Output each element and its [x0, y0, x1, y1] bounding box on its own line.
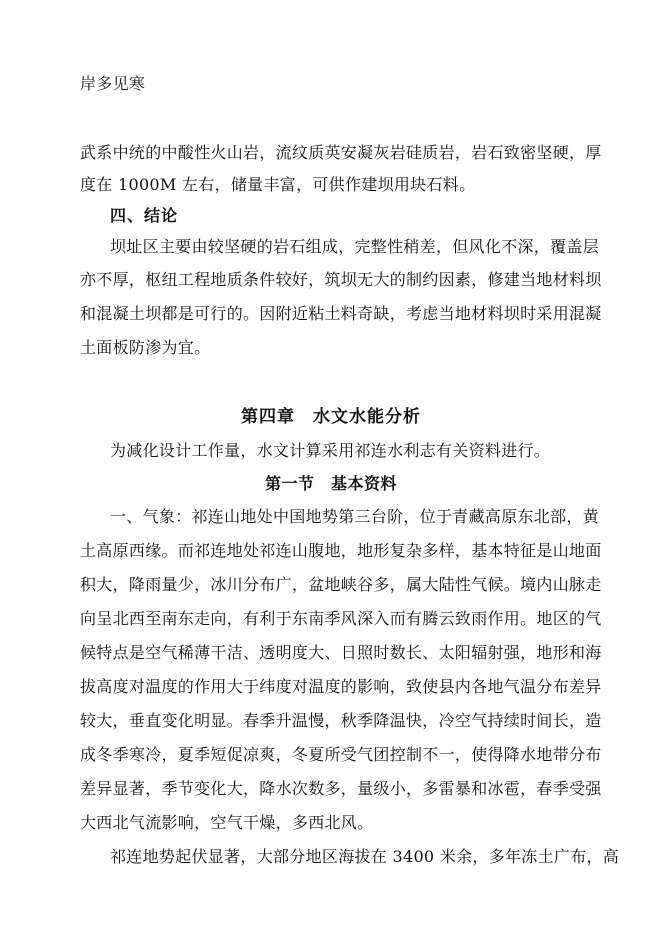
weather-paragraph-line-10: 大西北气流影响，空气干燥，多西北风。 — [80, 813, 374, 832]
weather-paragraph-line-2: 土高原西缘。而祁连地处祁连山腹地，地形复杂多样，基本特征是山地面 — [80, 541, 602, 560]
chapter-heading: 第四章 水文水能分析 — [241, 407, 421, 427]
weather-paragraph-line-9: 差异显著，季节变化大，降水次数多，量级小，多雷暴和冰雹，春季受强 — [80, 779, 602, 798]
weather-paragraph-line-6: 拔高度对温度的作用大于纬度对温度的影响，致使县内各地气温分布差异 — [80, 677, 602, 696]
weather-paragraph-line-5: 候特点是空气稀薄干洁、透明度大、日照时数长、太阳辐射强，地形和海 — [80, 643, 602, 662]
conclusion-paragraph-line-1: 坝址区主要由较坚硬的岩石组成，完整性稍差，但风化不深，覆盖层 — [110, 237, 600, 256]
rock-paragraph-line-2: 度在 1000M 左右，储量丰富，可供作建坝用块石料。 — [80, 175, 476, 194]
rock-paragraph-line-1: 武系中统的中酸性火山岩，流纹质英安凝灰岩硅质岩，岩石致密坚硬，厚 — [80, 143, 602, 162]
weather-paragraph-line-7: 较大，垂直变化明显。春季升温慢，秋季降温快，冷空气持续时间长，造 — [80, 711, 602, 730]
conclusion-paragraph-line-4: 土面板防渗为宜。 — [80, 338, 211, 357]
terrain-paragraph-line-1: 祁连地势起伏显著，大部分地区海拔在 3400 米余，多年冻土广布，高 — [110, 847, 620, 866]
weather-paragraph-line-1: 一、气象：祁连山地处中国地势第三台阶，位于青藏高原东北部，黄 — [110, 507, 600, 526]
top-fragment-line: 岸多见寒 — [80, 74, 146, 93]
section-conclusion-heading: 四、结论 — [110, 206, 179, 225]
weather-paragraph-line-3: 积大，降雨量少，冰川分布广，盆地峡谷多，属大陆性气候。境内山脉走 — [80, 575, 602, 594]
chapter-intro-line: 为减化设计工作量，水文计算采用祁连水利志有关资料进行。 — [110, 441, 551, 460]
weather-paragraph-line-4: 向呈北西至南东走向，有利于东南季风深入而有腾云致雨作用。地区的气 — [80, 609, 602, 628]
section-basic-data-heading: 第一节 基本资料 — [264, 474, 397, 493]
weather-paragraph-line-8: 成冬季寒冷，夏季短促凉爽，冬夏所受气团控制不一，使得降水地带分布 — [80, 745, 602, 764]
conclusion-paragraph-line-2: 亦不厚，枢纽工程地质条件较好，筑坝无大的制约因素，修建当地材料坝 — [80, 270, 602, 289]
conclusion-paragraph-line-3: 和混凝土坝都是可行的。因附近粘土料奇缺，考虑当地材料坝时采用混凝 — [80, 304, 602, 323]
